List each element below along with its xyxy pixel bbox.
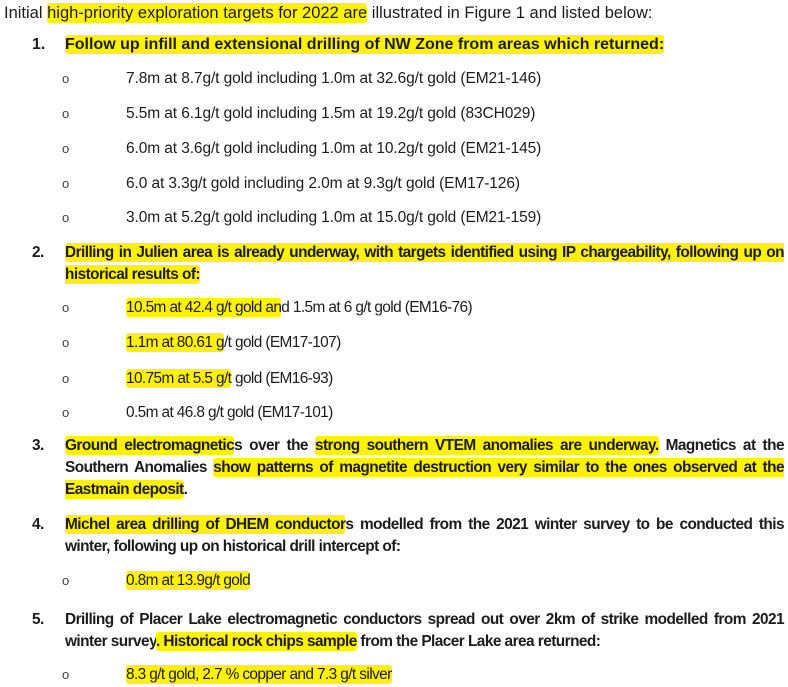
item-text [65, 514, 784, 558]
sub-item [0, 332, 788, 354]
list-item-1 [32, 34, 784, 56]
list-item-5 [32, 609, 784, 653]
highlight: Drilling in Julien area is already underway, with targets identified using IP chargeability, following up on historical results of: [65, 244, 784, 283]
item-text [65, 34, 784, 56]
highlight: 10.5m at 42.4 g/t gold an [126, 299, 282, 316]
item-text [65, 242, 784, 286]
highlight: 8.3 g/t gold, 2.7 % copper and 7.3 g/t silver [126, 666, 392, 683]
list-item-3 [32, 435, 784, 501]
sub-item [0, 138, 788, 160]
bullet-circle-icon: o [62, 300, 70, 315]
sub-item [0, 368, 788, 390]
bullet-circle-icon: o [62, 141, 70, 156]
list-item-4 [32, 514, 784, 558]
highlight: Ground electromagnetic [65, 437, 235, 454]
sub-item [0, 103, 788, 125]
sub-item-text [126, 368, 333, 390]
intro-highlight: high-priority exploration targets for 2022 are [47, 4, 368, 22]
item-text [65, 609, 784, 653]
highlight: show patterns of magnetite destruction very similar to the ones observed at the Eastmain deposit [65, 459, 784, 498]
bullet-circle-icon: o [62, 106, 70, 121]
sub-item-text [126, 297, 472, 319]
highlight: strong southern VTEM anomalies are underway. [314, 437, 659, 454]
item-number: 3. [32, 437, 44, 454]
intro-text-start: Initial [4, 4, 48, 22]
sub-item [0, 207, 788, 229]
plain-text: s modelled from the 2021 winter survey to be conducted this winter, following up on historical drill intercept of: [65, 516, 784, 555]
plain-text: . [183, 481, 188, 498]
sub-item [0, 570, 788, 592]
sub-item-text [126, 664, 392, 686]
bullet-circle-icon: o [62, 405, 70, 420]
bullet-circle-icon: o [62, 176, 70, 191]
sub-item-text: 3.0m at 5.2g/t gold including 1.0m at 15.0g/t gold (EM21-159) [126, 209, 542, 226]
bullet-circle-icon: o [62, 71, 70, 86]
sub-item [0, 68, 788, 90]
sub-item-text [126, 332, 341, 354]
sub-item-text: 5.5m at 6.1g/t gold including 1.5m at 19.2g/t gold (83CH029) [126, 105, 536, 122]
sub-item [0, 173, 788, 195]
highlight: 1.1m at 80.61 g [126, 334, 224, 351]
plain-text: s over the [234, 437, 315, 454]
plain-text: Magnetics at the Southern Anomalies [65, 437, 784, 476]
item-number: 4. [32, 516, 44, 533]
plain-text: Drilling of Placer Lake electromagnetic conductors spread out over 2km of strike modelled from 2021 winter survey [65, 611, 784, 650]
sub-item-text: 0.5m at 46.8 g/t gold (EM17-101) [126, 404, 333, 421]
item-text [65, 435, 784, 501]
item-number: 2. [32, 244, 44, 261]
plain-text: from the Placer Lake area returned: [356, 633, 601, 650]
plain-text: /t gold (EM17-107) [223, 334, 341, 351]
sub-item [0, 664, 788, 686]
list-item-2 [32, 242, 784, 286]
intro-text-end: illustrated in Figure 1 and listed below: [367, 4, 653, 22]
sub-item [0, 402, 788, 424]
item-number: 1. [32, 36, 46, 53]
bullet-circle-icon: o [62, 371, 70, 386]
bullet-circle-icon: o [62, 335, 70, 350]
highlight: 10.75m at 5.5 g/t [126, 370, 232, 387]
plain-text: d 1.5m at 6 g/t gold (EM16-76) [281, 299, 473, 316]
plain-text: gold (EM16-93) [231, 370, 333, 387]
item-number: 5. [32, 611, 44, 628]
highlight: Michel area drilling of DHEM conductor [65, 516, 346, 533]
highlight: Follow up infill and extensional drilling of NW Zone from areas which returned: [65, 36, 665, 53]
highlight: 0.8m at 13.9g/t gold [126, 572, 251, 589]
bullet-circle-icon: o [62, 667, 70, 682]
bullet-circle-icon: o [62, 573, 70, 588]
sub-item [0, 297, 788, 319]
intro-paragraph [4, 2, 784, 24]
sub-item-text: 7.8m at 8.7g/t gold including 1.0m at 32.6g/t gold (EM21-146) [126, 70, 542, 87]
highlight: . Historical rock chips sample [155, 633, 357, 650]
sub-item-text [126, 570, 250, 592]
bullet-circle-icon: o [62, 210, 70, 225]
sub-item-text: 6.0 at 3.3g/t gold including 2.0m at 9.3g/t gold (EM17-126) [126, 175, 520, 192]
sub-item-text: 6.0m at 3.6g/t gold including 1.0m at 10.2g/t gold (EM21-145) [126, 140, 542, 157]
